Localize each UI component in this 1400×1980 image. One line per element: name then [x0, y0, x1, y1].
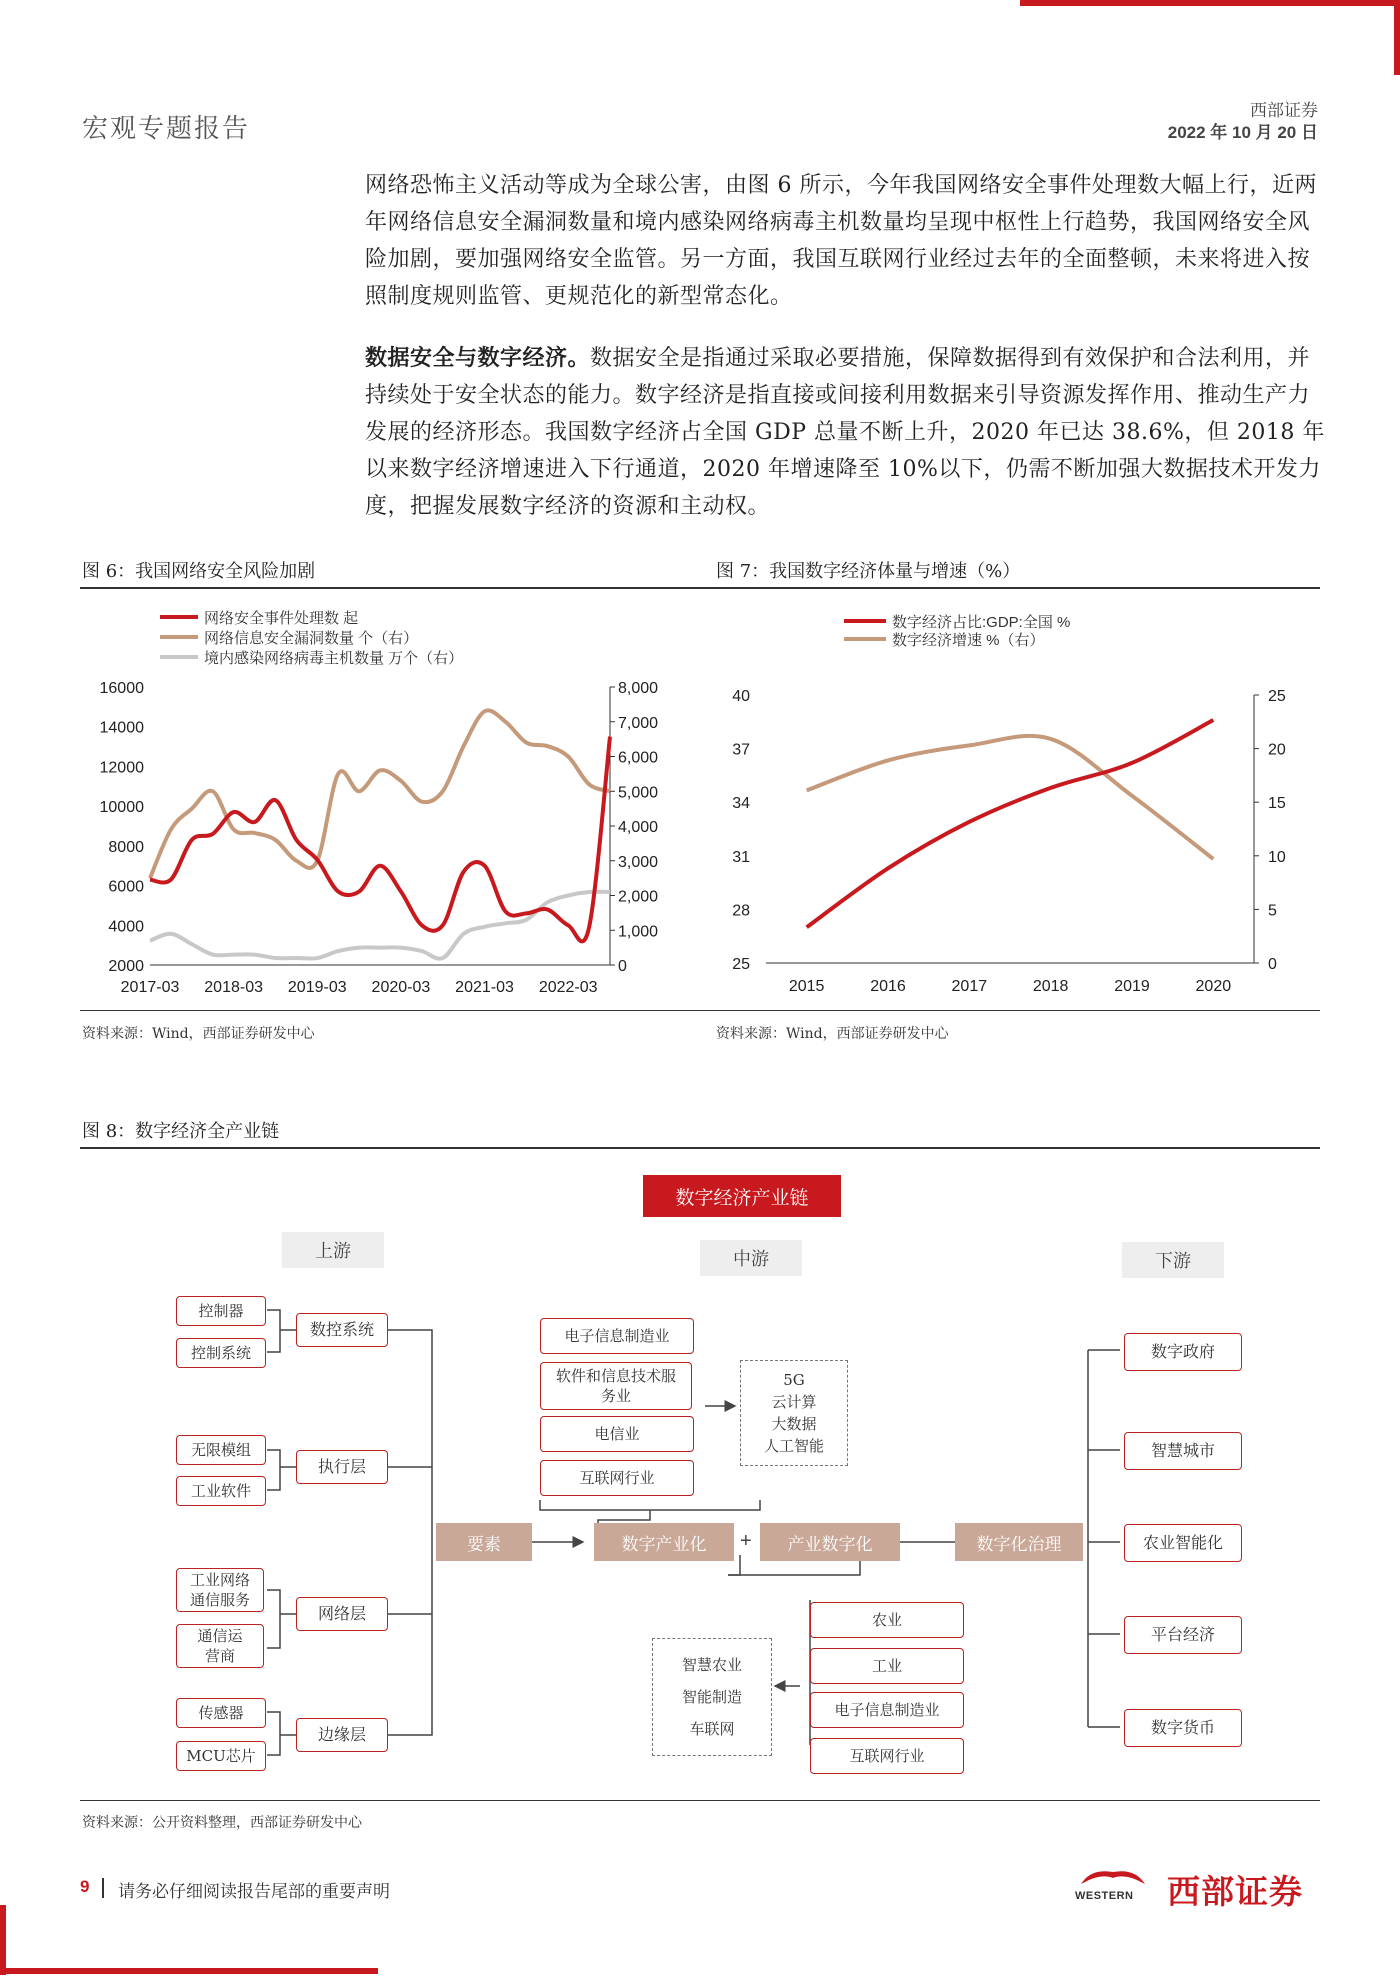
down-smart-city: 智慧城市 — [1124, 1432, 1242, 1470]
mid-top-internet: 互联网行业 — [540, 1460, 694, 1496]
fig6-yleft-tick: 2000 — [108, 958, 144, 975]
top-red-bar-vertical — [1394, 0, 1400, 75]
up-item-mcu: MCU芯片 — [176, 1741, 266, 1771]
up-item-network-service: 工业网络通信服务 — [176, 1568, 264, 1612]
upstream-label: 上游 — [282, 1232, 384, 1268]
fig6-source: 资料来源：Wind，西部证券研发中心 — [82, 1026, 315, 1042]
fig6-x-tick: 2017-03 — [120, 979, 180, 996]
fig7-x-tick: 2019 — [1114, 978, 1150, 995]
fig6-yright-tick: 7,000 — [618, 714, 659, 732]
up-item-module: 无限模组 — [176, 1435, 266, 1465]
fig8-title-rule — [80, 1147, 1320, 1149]
fig6-series-line-0 — [150, 737, 610, 942]
up-item-sensor: 传感器 — [176, 1698, 266, 1728]
fig7-chart — [714, 595, 1320, 1010]
fig6-series-line-1 — [150, 710, 610, 878]
down-platform-economy: 平台经济 — [1124, 1616, 1242, 1654]
mid-bottom-agriculture: 农业 — [810, 1602, 964, 1638]
fig6-yright-tick: 3,000 — [618, 853, 659, 871]
fig6-yright-tick: 1,000 — [618, 923, 659, 941]
down-agri-intelligence: 农业智能化 — [1124, 1524, 1242, 1562]
footer-separator — [102, 1878, 104, 1898]
up-group-cnc: 数控系统 — [296, 1313, 388, 1347]
fig6-chart — [80, 595, 720, 1010]
fig6-yleft-tick: 16000 — [99, 680, 144, 697]
fig6-x-tick: 2021-03 — [455, 979, 514, 996]
fig7-x-tick: 2018 — [1032, 978, 1069, 995]
fig6-yleft-tick: 8000 — [108, 838, 144, 856]
fig7-title-rule — [714, 587, 1320, 589]
mid-top-software: 软件和信息技术服务业 — [540, 1362, 692, 1410]
up-item-control-system: 控制系统 — [176, 1338, 266, 1368]
top-red-bar — [1020, 0, 1400, 6]
fig8-bottom-rule — [80, 1800, 1320, 1801]
flow-industrial-digitalization: 产业数字化 — [760, 1523, 900, 1561]
fig6-series-line-2 — [150, 892, 610, 959]
fig7-yleft-tick: 31 — [732, 848, 750, 866]
down-digital-currency: 数字货币 — [1124, 1709, 1242, 1747]
paragraph-2 — [365, 340, 1325, 525]
doc-type: 宏观专题报告 — [82, 114, 251, 144]
tech-ai: 人工智能 — [763, 1437, 824, 1455]
logo — [1075, 1862, 1325, 1910]
flow-plus: + — [740, 1530, 752, 1552]
fig6-legend-label-0: 网络安全事件处理数 起 — [204, 610, 359, 627]
fig7-x-tick: 2016 — [870, 978, 906, 995]
mid-bottom-industry: 工业 — [810, 1648, 964, 1684]
fig6-legend-label-2: 境内感染网络病毒主机数量 万个（右） — [204, 650, 464, 667]
tech-bigdata: 大数据 — [771, 1415, 817, 1433]
logo-bull-icon — [1077, 1862, 1149, 1892]
fig7-x-tick: 2017 — [951, 978, 988, 995]
flow-digital-governance: 数字化治理 — [955, 1523, 1083, 1561]
mid-top-electronics: 电子信息制造业 — [540, 1318, 694, 1354]
fig6-legend-label-1: 网络信息安全漏洞数量 个（右） — [204, 630, 419, 647]
fig6-yleft-tick: 12000 — [99, 759, 144, 777]
tech-cloud: 云计算 — [771, 1393, 817, 1411]
fig8-title: 图 8：数字经济全产业链 — [82, 1121, 280, 1142]
up-item-controller: 控制器 — [176, 1296, 266, 1326]
fig8-main-title: 数字经济产业链 — [643, 1175, 841, 1217]
fig7-yright-tick: 10 — [1268, 848, 1286, 866]
fig7-yright-tick: 20 — [1268, 741, 1286, 759]
paragraph-1: 网络恐怖主义活动等成为全球公害，由图 6 所示，今年我国网络安全事件处理数大幅上行，近两年网络信息安全漏洞数量和境内感染网络病毒主机数量均呈现中枢性上行趋势，我国网络安全风险加剧，要加强网络安全监管。另一方面，我国互联网行业经过去年的全面整顿，未来将进入按照制度规则监管、更规范化的新型常态化。 — [365, 173, 1317, 309]
fig6-yleft-tick: 10000 — [99, 799, 144, 817]
fig7-title: 图 7：我国数字经济体量与增速（%） — [716, 561, 1021, 582]
mid-bottom-internet: 互联网行业 — [810, 1738, 964, 1774]
page-number: 9 — [80, 1877, 90, 1896]
smart-box — [652, 1638, 772, 1756]
fig6-yright-tick: 4,000 — [618, 819, 659, 836]
fig7-yright-tick: 0 — [1268, 956, 1277, 973]
downstream-label: 下游 — [1122, 1242, 1224, 1278]
footer-notice: 请务必仔细阅读报告尾部的重要声明 — [118, 1882, 390, 1902]
fig7-yleft-tick: 34 — [732, 795, 750, 813]
fig7-yright-tick: 5 — [1268, 902, 1277, 920]
logo-text: 西部证券 — [1167, 1873, 1303, 1910]
down-digital-government: 数字政府 — [1124, 1333, 1242, 1371]
fig6-yright-tick: 5,000 — [618, 784, 659, 802]
flow-digital-industrialization: 数字产业化 — [594, 1523, 734, 1561]
fig7-yleft-tick: 40 — [732, 688, 750, 705]
fig6-yleft-tick: 4000 — [108, 918, 144, 936]
fig6-bottom-rule — [80, 1010, 720, 1011]
fig6-yright-tick: 8,000 — [618, 680, 659, 697]
up-item-industrial-software: 工业软件 — [176, 1476, 266, 1506]
fig7-bottom-rule — [714, 1010, 1320, 1011]
fig6-yright-tick: 6,000 — [618, 749, 659, 767]
mid-bottom-electronics: 电子信息制造业 — [810, 1692, 964, 1728]
fig6-yleft-tick: 6000 — [108, 878, 144, 896]
tech-box — [740, 1360, 848, 1466]
up-group-execution: 执行层 — [296, 1450, 388, 1484]
midstream-label: 中游 — [700, 1240, 802, 1276]
fig6-yright-tick: 0 — [618, 958, 627, 975]
fig6-title-rule — [80, 587, 720, 589]
fig6-x-tick: 2018-03 — [204, 979, 263, 996]
fig7-x-tick: 2015 — [788, 978, 825, 995]
mid-top-telecom: 电信业 — [540, 1416, 694, 1452]
tech-5g: 5G — [783, 1371, 805, 1389]
fig7-yleft-tick: 37 — [732, 741, 750, 759]
logo-en: WESTERN — [1075, 1890, 1134, 1902]
bottom-red-bar-vertical — [0, 1905, 6, 1975]
smart-vehicle-network: 车联网 — [689, 1720, 735, 1738]
paragraph-2-bold: 数据安全与数字经济。 — [365, 345, 591, 371]
paragraph-2-text: 数据安全是指通过采取必要措施，保障数据得到有效保护和合法利用，并持续处于安全状态的能力。数字经济是指直接或间接利用数据来引导资源发挥作用、推动生产力发展的经济形态。我国数字经济占全国 GDP 总量不断上升，2020 年已达 38.6%，但 2018 年以来数字经济增速进入下行通道，2020 年增速降至 10%以下，仍需不断加强大数据技术开发力度，把握发展数字经济的资源和主动权。 — [365, 346, 1325, 519]
up-group-network: 网络层 — [296, 1597, 388, 1631]
fig7-yleft-tick: 28 — [732, 902, 750, 920]
fig6-x-tick: 2022-03 — [538, 979, 598, 996]
company-name: 西部证券 — [1250, 101, 1318, 120]
fig7-source: 资料来源：Wind，西部证券研发中心 — [716, 1026, 949, 1042]
up-item-operator: 通信运营商 — [176, 1624, 264, 1668]
bottom-red-bar — [0, 1968, 378, 1974]
fig7-yleft-tick: 25 — [732, 956, 750, 973]
fig7-yright-tick: 15 — [1268, 795, 1286, 813]
smart-agriculture: 智慧农业 — [681, 1656, 742, 1674]
fig6-yleft-tick: 14000 — [99, 719, 144, 737]
fig6-x-tick: 2020-03 — [371, 979, 431, 996]
fig7-yright-tick: 25 — [1268, 688, 1286, 705]
fig7-series-line-0 — [807, 720, 1214, 927]
smart-manufacturing: 智能制造 — [681, 1688, 742, 1706]
fig7-legend-label-1: 数字经济增速 %（右） — [892, 632, 1045, 649]
fig7-x-tick: 2020 — [1195, 978, 1232, 995]
up-group-edge: 边缘层 — [296, 1718, 388, 1752]
fig7-legend-label-0: 数字经济占比:GDP:全国 % — [892, 614, 1071, 631]
fig8-source: 资料来源：公开资料整理，西部证券研发中心 — [82, 1815, 362, 1831]
fig6-title: 图 6：我国网络安全风险加剧 — [82, 561, 316, 582]
flow-elements: 要素 — [436, 1523, 532, 1561]
fig6-yright-tick: 2,000 — [618, 888, 659, 906]
report-date: 2022 年 10 月 20 日 — [1167, 123, 1318, 142]
fig6-x-tick: 2019-03 — [287, 979, 347, 996]
